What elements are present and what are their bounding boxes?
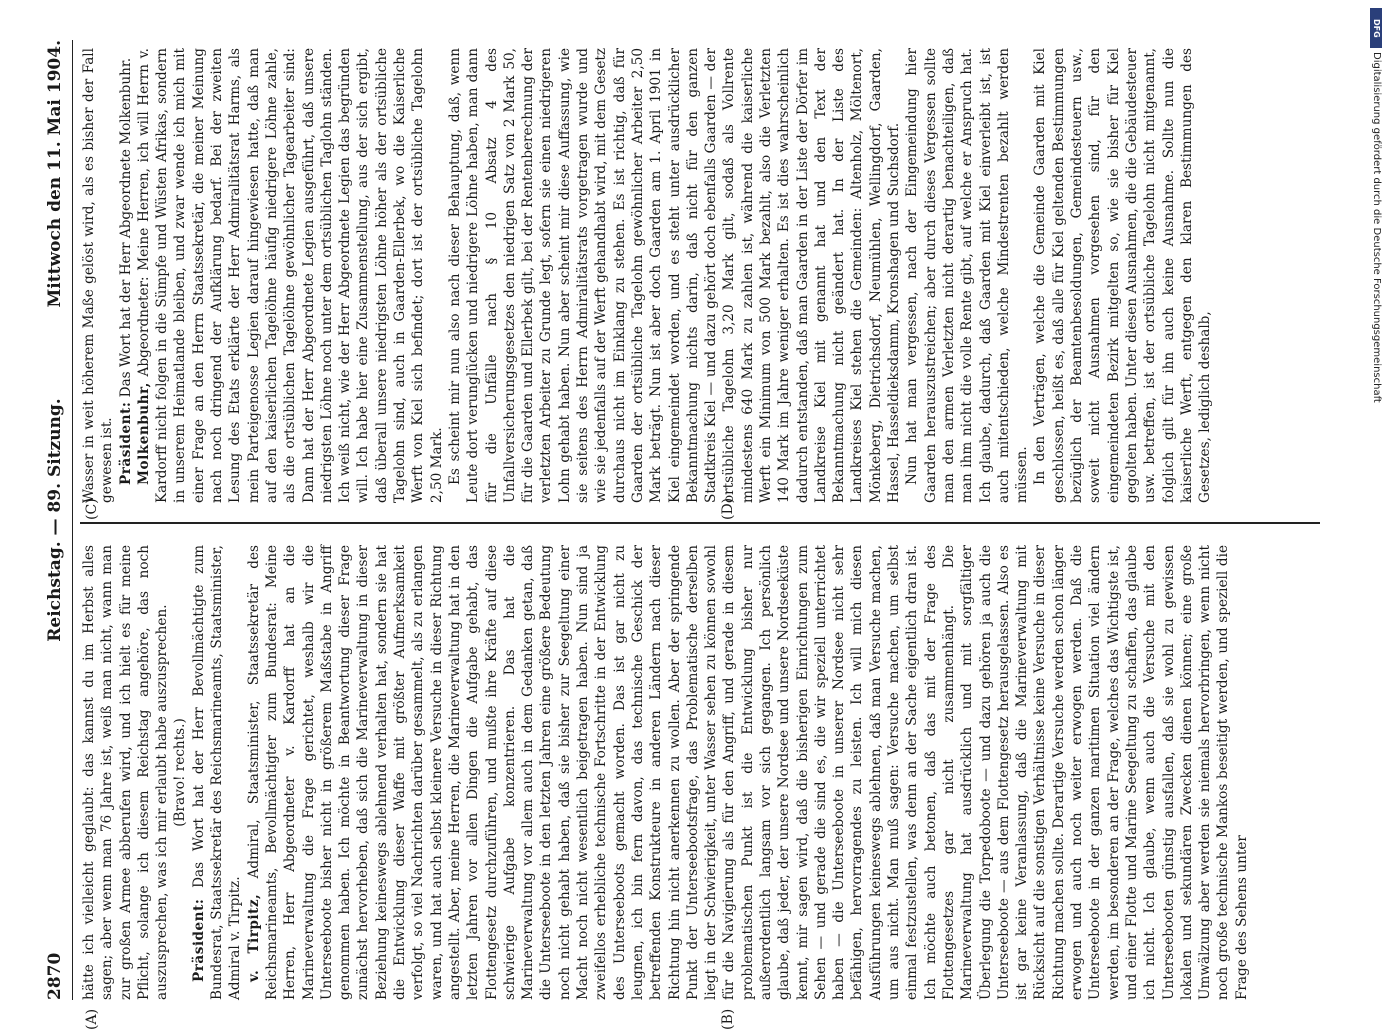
right-paragraph: In den Verträgen, welche die Gemeinde Gaarden mit Kiel geschlossen, heißt es, daß alle für Kiel geltenden Bestimmungen bezüglich der Beamtenbesoldungen, Gemeindesteuern usw., soweit nicht Ausnahmen vorgesehen sind, für den eingemeindeten Bezirk mitgelten so, wie sie bisher für Kiel gegolten haben. Unter diesen Ausnahmen, die die Gebäudesteuer usw. betreffen, ist der ortsübliche Tagelohn nicht mitgenannt, folglich gilt für ihn auch keine Ausnahme. Sollte nun die kaiserliche Werft, entgegen den klaren Bestimmungen des Gesetzes, lediglich deshalb, [1032,48,1214,503]
speech-text: Abgeordneter: Meine Herren, ich will Herrn v. Kardorff nicht folgen in die Sümpfe und Wüsten Afrikas, sondern in unserem Heimatlande bleiben, und zwar wende ich mich mit einer Frage an den Herrn Staatssekretär, die meiner Meinung nach noch dringend der Aufklärung bedarf. Bei der zweiten Lesung des Etats erklärte der Herr Admiralitätsrat Harms, als mein Parteigenosse Legien darauf hingewiesen hatte, daß man auf den kaiserlichen Tagelöhne häufig niedrigere Löhne zahle, als die ortsüblichen Tagelöhne gewöhnlicher Tagearbeiter sind: Dann hat der Herr Abgeordnete Legien ausgeführt, daß unsere niedrigsten Löhne noch unter dem ortsüblichen Taglohn ständen. Ich weiß nicht, wie der Herr Abgeordnete Legien das begründen will. Ich habe hier eine Zusammenstellung, aus der sich ergibt, daß überall unsere niedrigsten Löhne höher als der ortsübliche Tagelohn sind, auch in Gaarden-Ellerbek, wo die Kaiserliche Werft von Kiel sich befindet; dort ist der ortsübliche Tagelohn 2,50 Mark. [135,48,445,503]
speech-text: Das Wort hat der Herr Bevollmächtigte zum Bundesrat, Staatssekretär des Reichsmarineamts, Staatsminister, Admiral v. Tirpitz. [190,545,244,1000]
left-paragraph: (Bravo! rechts.) [172,718,189,827]
left-paragraph [245,545,1251,1000]
left-column [80,545,1320,1000]
column-divider [80,522,1320,524]
left-paragraph [190,545,245,1000]
right-paragraph [135,48,446,503]
right-paragraph: Es scheint mir nun also nach dieser Behauptung, daß, wenn Leute dort verunglücken und niedrigere Löhne haben, man dann für die Unfälle nach § 10 Absatz 4 des Unfallversicherungsgesetzes den niedrigen Satz von 2 Mark 50, für die Gaarden und Ellerbek gilt, bei der Rentenberechnung der verletzten Arbeiter zu Grunde legt, sofern sie einen niedrigeren Lohn gehabt haben. Nun aber scheint mir diese Auffassung, wie sie seitens des Herrn Admiralitätsrats vorgetragen wurde und wie sie jedenfalls auf der Werft gehandhabt wird, mit dem Gesetz durchaus nicht im Einklang zu stehen. Es ist richtig, daß für Gaarden der ortsübliche Tagelohn gewöhnlicher Arbeiter 2,50 Mark beträgt. Nun ist aber doch Gaarden am 1. April 1901 in Kiel eingemeindet worden, und es steht unter ausdrücklicher Bekanntmachung nichts darin, daß nicht für den ganzen Stadtkreis Kiel — und dazu gehört doch ebenfalls Gaarden — der ortsübliche Tagelohn 3,20 Mark gilt, sodaß als Vollrente mindestens 640 Mark zu zahlen ist, während die kaiserliche Werft ein Minimum von 500 Mark bezahlt, also die Verletzten 140 Mark im Jahre weniger erhalten. Es ist dies wahrscheinlich dadurch entstanden, daß man Gaarden in der Liste der Dörfer im Landkreise Kiel mit genannt hat und den Text der Bekanntmachung nicht geändert hat. In der Liste des Landkreises Kiel stehen die Gemeinden: Altenholz, Möltenort, Mönkeberg, Dietrichsdorf, Neumühlen, Wellingdorf, Gaarden, Hassel, Hasseldieksdamm, Kronshagen und Suchsdorf. [446,48,903,503]
dfg-logo: DFG [1370,8,1382,48]
page-number: 2870 [45,952,65,1000]
left-paragraph: hätte ich vielleicht geglaubt: das kannst du im Herbst alles sagen; aber wenn man 76 Jahre ist, weiß man nicht, wann man zur großen Armee abberufen wird, und ich hielt es für meine Pflicht, solange ich diesem Reichstag angehöre, das noch auszusprechen, was ich mir erlaubt habe auszusprechen. [81,545,171,1000]
speech-text: Das Wort hat der Herr Abgeordnete Molkenbuhr. [117,57,134,398]
right-paragraph: Nun hat man vergessen, nach der Eingemeindung hier Gaarden herauszustreichen; aber durch dieses Vergessen sollte man den armen Verletzten nicht derartig benachteiligen, daß man ihm nicht die volle Rente gibt, auf welche er Anspruch hat. Ich glaube, dadurch, daß Gaarden mit Kiel einverleibt ist, ist auch mitentschieden, welche Mindestrenten bezahlt werden müssen. [904,48,1031,503]
margin-marker-c: (C) [84,498,100,520]
speaker-name: Präsident: [190,898,207,982]
right-paragraph [117,48,135,503]
margin-marker-a: (A) [84,1008,100,1030]
speech-text: Admiral, Staatsminister, Staatssekretär des Reichsmarineamts, Bevollmächtigter zum Bundesrat: Meine Herren, Herr Abgeordneter v. Kardorff hat an die Marineverwaltung die Frage gerichtet, weshalb wir die Unterseeboote bisher nicht in größerem Maßstabe in Angriff genommen haben. Ich möchte in Beantwortung dieser Frage zunächst hervorheben, daß sich die Marineverwaltung in dieser Beziehung keineswegs ablehnend verhalten hat, sondern sie hat die Entwicklung dieser Waffe mit größter Aufmerksamkeit verfolgt, so viel Nachrichten darüber gesammelt, als zu erlangen waren, und hat auch selbst kleinere Versuche in dieser Richtung angestellt. Aber, meine Herren, die Marineverwaltung hat in den letzten Jahren vor allen Dingen die Aufgabe gehabt, das Flottengesetz durchzuführen, und mußte ihre Kräfte auf diese schwierige Aufgabe konzentrieren. Das hat die Marineverwaltung vor allem auch in dem Gedanken getan, daß die Unterseeboote in den letzten Jahren eine größere Bedeutung noch nicht gehabt haben, daß sie bisher zur Seegeltung einer Macht noch nicht wesentlich beigetragen haben. Nun sind ja zweifellos erhebliche technische Fortschritte in der Entwicklung des Unterseeboots gemacht worden. Das ist gar nicht zu leugnen, ich bin fern davon, das technische Geschick der betreffenden Konstrukteure in anderen Ländern nach dieser Richtung hin nicht anerkennen zu wollen. Aber der springende Punkt der Unterseebootsfrage, das Problematische derselben liegt in der Schwierigkeit, unter Wasser sehen zu können sowohl für die Navigierung als für den Angriff, und gerade in diesem problematischen Punkt ist die Entwicklung bisher nur außerordentlich langsam vor sich gegangen. Ich persönlich glaube, daß jeder, der unsere Nordsee und unsere Nordseeküste kennt, mir sagen wird, daß die bisherigen Einrichtungen zum Sehen — und gerade die sind es, die wir speziell unterrichtet haben — die Unterseeboote in unserer Nordsee nicht sehr befähigen, hervorragendes zu leisten. Ich will mich diesen Ausführungen keineswegs ablehnen, daß man Versuche machen, um aus nicht. Man muß sagen: Versuche machen, um selbst einmal festzustellen, was denn an der Sache eigentlich dran ist. Ich möchte auch betonen, daß das mit der Frage des Flottengesetzes gar nicht zusammenhängt. Die Marineverwaltung hat ausdrücklich und mit sorgfältiger Überlegung die Torpedoboote — und dazu gehören ja auch die Unterseeboote — aus dem Flottengesetz herausgelassen. Also es ist gar keine Veranlassung, daß die Marineverwaltung mit Rücksicht auf die sonstigen Verhältnisse keine Versuche in dieser Richtung machen sollte. Derartige Versuche werden schon länger erwogen und auch noch weiter erwogen werden. Daß die Unterseeboote in der ganzen maritimen Situation viel ändern werden, im besonderen an der Frage, welches das Wichtigste ist, und einer Flotte und Marine Seegeltung zu schaffen, das glaube ich nicht. Ich glaube, wenn auch die Versuche mit den Unterseebooten günstig ausfallen, daß sie wohl zu gewissen lokalen und sekundären Zwecken dienen können; eine große Umwälzung aber werden sie niemals hervorbringen, wenn nicht noch große technische Mankos beseitigt werden, und speziell die Frage des Sehens unter [245,544,1250,1000]
speaker-name: v. Tirpitz, [245,893,262,982]
speaker-name: Molkenbuhr, [135,382,152,485]
digitization-watermark [1370,8,1382,593]
page-header [40,40,70,1000]
right-paragraph: Wasser in weit höherem Maße gelöst wird, als es bisher der Fall gewesen ist. [81,48,116,503]
margin-marker-d: (D) [720,497,736,520]
header-rule [72,40,73,1000]
session-title: Reichstag. — 89. Sitzung. [45,398,65,642]
watermark-text: Digitalisierung gefördert durch die Deutsche Forschungsgemeinschaft [1371,52,1382,403]
margin-marker-b: (B) [720,1008,736,1030]
session-date: Mittwoch den 11. Mai 1904. [45,40,65,308]
rotated-page [40,40,1330,1030]
speaker-name: Präsident: [117,401,134,485]
right-column [80,48,1320,503]
